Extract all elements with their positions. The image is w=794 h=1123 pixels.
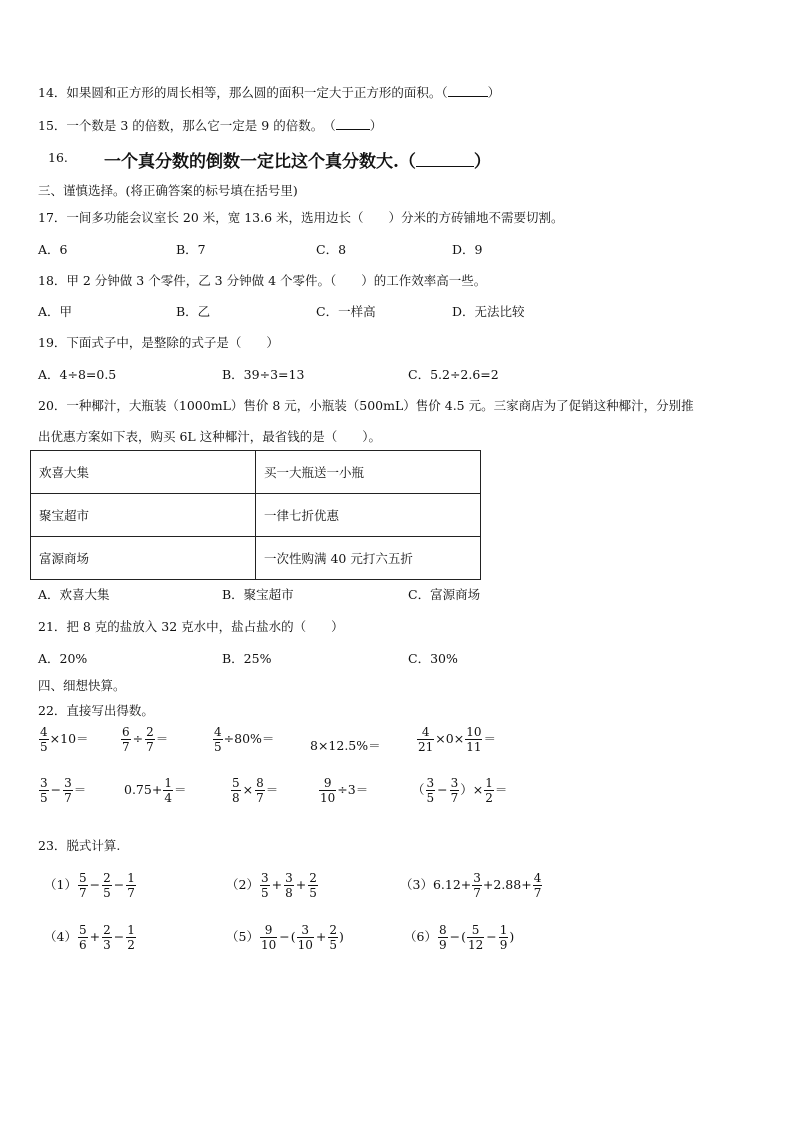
fraction: $\frac{9}{10}$ (260, 923, 277, 952)
section-4-heading: 四、细想快算。 (38, 678, 126, 693)
answer-blank-15[interactable] (336, 118, 370, 130)
mental-calc-4: 8×12.5%＝ (310, 738, 381, 753)
fraction: $\frac{8}{9}$ (438, 923, 447, 952)
option-18-d[interactable]: D．无法比较 (452, 304, 525, 319)
mental-calc-7: 0.75+ $\frac{1}{4}$ ＝ (124, 776, 187, 805)
option-17-b[interactable]: B．7 (176, 242, 206, 257)
fraction: $\frac{1}{7}$ (127, 871, 135, 900)
fraction: $\frac{5}{6}$ (78, 923, 87, 952)
mental-calc-6: $\frac{3}{5}$ − $\frac{3}{7}$ ＝ (40, 776, 87, 805)
fraction: $\frac{2}{5}$ (329, 923, 338, 952)
fraction: $\frac{3}{5}$ (40, 776, 48, 805)
promotion-table (30, 450, 481, 580)
option-18-a[interactable]: A．甲 (38, 304, 73, 319)
expression-5: （5） $\frac{9}{10}$ −( $\frac{3}{10}$ + $\frac{2}{5}$ ) (226, 923, 344, 952)
fraction: $\frac{3}{7}$ (450, 776, 459, 805)
option-17-a[interactable]: A．6 (38, 242, 68, 257)
fraction: $\frac{4}{5}$ (214, 725, 222, 754)
fraction: $\frac{2}{3}$ (103, 923, 111, 952)
option-20-a[interactable]: A．欢喜大集 (38, 587, 110, 602)
expression-4: （4） $\frac{5}{6}$ + $\frac{2}{3}$ − $\frac{1}{2}$ (44, 923, 135, 952)
table-row (31, 494, 481, 537)
table-cell-offer: 一律七折优惠 (256, 494, 481, 537)
option-21-b[interactable]: B．25% (222, 651, 272, 666)
question-14: 14．如果圆和正方形的周长相等，那么圆的面积一定大于正方形的面积。（ ） (38, 85, 501, 100)
fraction: $\frac{4}{21}$ (418, 725, 434, 754)
fraction: $\frac{1}{2}$ (485, 776, 493, 805)
section-3-heading: 三、谨慎选择。(将正确答案的标号填在括号里) (38, 183, 298, 198)
table-cell-offer: 买一大瓶送一小瓶 (256, 451, 481, 494)
question-21-text: 21．把 8 克的盐放入 32 克水中，盐占盐水的（ ） (38, 619, 344, 634)
question-16: 一个真分数的倒数一定比这个真分数大.（ ） (104, 152, 491, 172)
table-row (31, 451, 481, 494)
fraction: $\frac{3}{10}$ (297, 923, 313, 952)
option-21-a[interactable]: A．20% (38, 651, 88, 666)
mental-calc-1: $\frac{4}{5}$ ×10＝ (40, 725, 89, 754)
expression-6: （6） $\frac{8}{9}$ −( $\frac{5}{12}$ − $\frac{1}{9}$ ) (404, 923, 515, 952)
question-17-text: 17．一间多功能会议室长 20 米，宽 13.6 米，选用边长（ ）分米的方砖铺地不需要切割。 (38, 210, 564, 225)
question-18-text: 18．甲 2 分钟做 3 个零件，乙 3 分钟做 4 个零件。（ ）的工作效率高一些。 (38, 273, 487, 288)
question-16-text: 一个真分数的倒数一定比这个真分数大.（ (104, 152, 416, 172)
mental-calc-5: $\frac{4}{21}$ ×0× $\frac{10}{11}$ ＝ (418, 725, 496, 754)
question-14-text: 14．如果圆和正方形的周长相等，那么圆的面积一定大于正方形的面积。（ (38, 85, 448, 100)
mental-calc-8: $\frac{5}{8}$ × $\frac{8}{7}$ ＝ (232, 776, 279, 805)
option-19-a[interactable]: A．4÷8=0.5 (38, 367, 117, 382)
option-19-c[interactable]: C．5.2÷2.6=2 (408, 367, 499, 382)
mental-calc-2: $\frac{6}{7}$ ÷ $\frac{2}{7}$ ＝ (122, 725, 169, 754)
table-cell-offer: 一次性购满 40 元打六五折 (256, 537, 481, 580)
fraction: $\frac{1}{9}$ (499, 923, 508, 952)
fraction: $\frac{10}{11}$ (466, 725, 482, 754)
question-15-text: 15．一个数是 3 的倍数，那么它一定是 9 的倍数。 （ (38, 118, 336, 133)
fraction: $\frac{3}{7}$ (64, 776, 72, 805)
question-20-line-1: 20．一种椰汁，大瓶装（1000mL）售价 8 元，小瓶装（500mL）售价 4.5 元。三家商店为了促销这种椰汁，分别推 (38, 398, 694, 413)
option-19-b[interactable]: B．39÷3=13 (222, 367, 305, 382)
option-17-d[interactable]: D．9 (452, 242, 483, 257)
fraction: $\frac{5}{8}$ (232, 776, 240, 805)
mental-calc-9: $\frac{9}{10}$ ÷3＝ (320, 776, 369, 805)
option-21-c[interactable]: C．30% (408, 651, 458, 666)
fraction: $\frac{3}{5}$ (260, 871, 269, 900)
option-20-c[interactable]: C．富源商场 (408, 587, 481, 602)
fraction: $\frac{2}{5}$ (103, 871, 111, 900)
fraction: $\frac{4}{5}$ (40, 725, 48, 754)
fraction: $\frac{8}{7}$ (256, 776, 264, 805)
table-row (31, 537, 481, 580)
table-cell-shop: 聚宝超市 (31, 494, 256, 537)
question-23-title: 23．脱式计算. (38, 838, 121, 853)
fraction: $\frac{3}{8}$ (285, 871, 293, 900)
question-20-line-2: 出优惠方案如下表，购买 6L 这种椰汁，最省钱的是（ ）。 (38, 429, 381, 444)
mental-calc-10: （ $\frac{3}{5}$ − $\frac{3}{7}$ ）× $\frac{1}{2}$ ＝ (412, 776, 508, 805)
option-18-c[interactable]: C．一样高 (316, 304, 376, 319)
question-22-title: 22．直接写出得数。 (38, 703, 154, 718)
fraction: $\frac{5}{7}$ (78, 871, 87, 900)
answer-blank-16[interactable] (416, 152, 474, 167)
question-19-text: 19．下面式子中，是整除的式子是（ ） (38, 335, 279, 350)
fraction: $\frac{3}{5}$ (426, 776, 435, 805)
expression-2: （2） $\frac{3}{5}$ + $\frac{3}{8}$ + $\frac{2}{5}$ (226, 871, 317, 900)
fraction: $\frac{2}{7}$ (146, 725, 154, 754)
fraction: $\frac{1}{4}$ (164, 776, 172, 805)
expression-1: （1） $\frac{5}{7}$ − $\frac{2}{5}$ − $\frac{1}{7}$ (44, 871, 135, 900)
mental-calc-3: $\frac{4}{5}$ ÷80%＝ (214, 725, 275, 754)
fraction: $\frac{6}{7}$ (122, 725, 130, 754)
table-cell-shop: 欢喜大集 (31, 451, 256, 494)
expression-3: （3）6.12+ $\frac{3}{7}$ +2.88+ $\frac{4}{7}$ (400, 871, 542, 900)
fraction: $\frac{9}{10}$ (320, 776, 336, 805)
fraction: $\frac{5}{12}$ (467, 923, 484, 952)
option-20-b[interactable]: B．聚宝超市 (222, 587, 294, 602)
answer-blank-14[interactable] (448, 85, 488, 97)
fraction: $\frac{3}{7}$ (473, 871, 481, 900)
fraction: $\frac{1}{2}$ (127, 923, 135, 952)
option-17-c[interactable]: C．8 (316, 242, 347, 257)
question-16-number: 16. (48, 150, 68, 165)
fraction: $\frac{2}{5}$ (309, 871, 317, 900)
fraction: $\frac{4}{7}$ (533, 871, 542, 900)
option-18-b[interactable]: B．乙 (176, 304, 211, 319)
table-cell-shop: 富源商场 (31, 537, 256, 580)
question-15: 15．一个数是 3 的倍数，那么它一定是 9 的倍数。 （ ） (38, 118, 383, 133)
